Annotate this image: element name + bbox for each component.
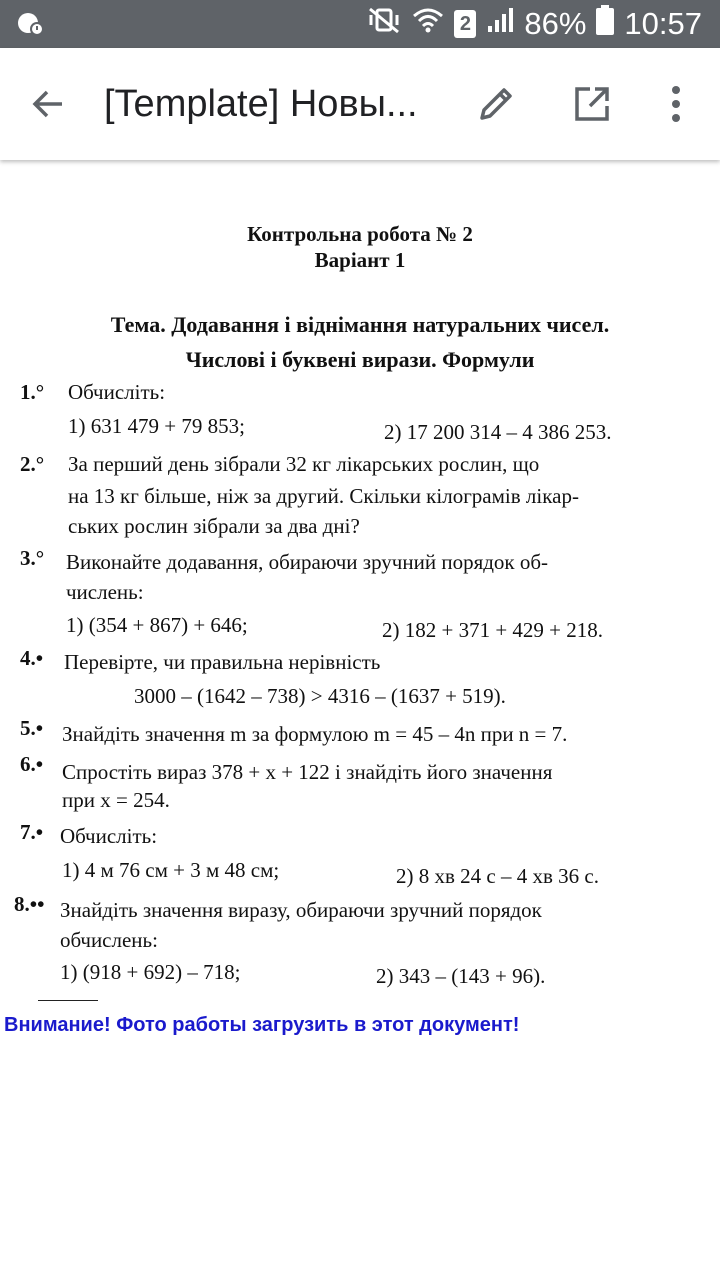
task-text: Виконайте додавання, обираючи зручний порядок об-: [66, 550, 549, 574]
task-number: 4.•: [20, 646, 44, 670]
task-part: 2) 182 + 371 + 429 + 218.: [382, 618, 604, 642]
task-text: обчислень:: [60, 928, 158, 952]
clock: 10:57: [624, 6, 702, 41]
more-options-button[interactable]: [654, 82, 698, 126]
app-toolbar: [0, 48, 720, 160]
task-number: 7.•: [20, 820, 44, 844]
task-part: 1) 631 479 + 79 853;: [68, 414, 245, 438]
task-text: при x = 254.: [62, 788, 170, 812]
wifi-icon: [412, 6, 444, 42]
task-text: Знайдіть значення m за формулою m = 45 – 4n при n = 7.: [62, 722, 568, 746]
notification-icon: [16, 10, 46, 38]
battery-icon: [596, 5, 614, 43]
task-text: Обчисліть:: [60, 824, 158, 848]
task-text: Спростіть вираз 378 + x + 122 і знайдіть його значення: [62, 760, 553, 784]
upload-notice: Внимание! Фото работы загрузить в этот документ!: [4, 1014, 520, 1036]
battery-percent: 86%: [524, 6, 587, 41]
task-part: 1) (354 + 867) + 646;: [66, 613, 248, 637]
edit-button[interactable]: [474, 82, 518, 126]
task-number: 3.°: [20, 546, 45, 570]
sim-indicator: 2: [454, 10, 476, 38]
vibrate-mute-icon: [366, 6, 402, 42]
back-arrow-icon: [30, 86, 66, 122]
worksheet-image: [0, 170, 720, 1010]
task-number: 5.•: [20, 716, 44, 740]
open-external-button[interactable]: [570, 82, 614, 126]
task-text: Знайдіть значення виразу, обираючи зручний порядок: [60, 898, 542, 922]
task-part: 2) 8 хв 24 с – 4 хв 36 с.: [396, 864, 599, 888]
status-bar: [0, 0, 720, 48]
back-button[interactable]: [26, 82, 70, 126]
task-text: ських рослин зібрали за два дні?: [68, 514, 360, 538]
inequality-expression: 3000 – (1642 – 738) > 4316 – (1637 + 519).: [134, 684, 506, 708]
task-text: Обчисліть:: [68, 380, 166, 404]
more-vert-icon: [670, 84, 682, 124]
signal-icon: [486, 6, 514, 42]
task-part: 1) (918 + 692) – 718;: [60, 960, 241, 984]
worksheet-title: Контрольна робота № 2: [247, 222, 473, 246]
task-number: 6.•: [20, 752, 44, 776]
footnote-divider: [38, 1000, 98, 1001]
task-part: 2) 343 – (143 + 96).: [376, 964, 546, 988]
task-number: 8.••: [14, 892, 45, 916]
task-part: 1) 4 м 76 см + 3 м 48 см;: [62, 858, 280, 882]
document-title: [Template] Новы...: [104, 83, 418, 125]
task-text: числень:: [66, 580, 144, 604]
task-part: 2) 17 200 314 – 4 386 253.: [384, 420, 612, 444]
topic-line-1: Тема. Додавання і віднімання натуральних чисел.: [110, 312, 610, 337]
task-text: За перший день зібрали 32 кг лікарських рослин, що: [68, 452, 540, 476]
pencil-icon: [476, 84, 516, 124]
task-text: Перевірте, чи правильна нерівність: [64, 650, 381, 674]
task-number: 1.°: [20, 380, 45, 404]
topic-line-2: Числові і буквені вирази. Формули: [185, 347, 535, 372]
task-text: на 13 кг більше, ніж за другий. Скільки кілограмів лікар-: [68, 484, 579, 508]
open-in-new-icon: [572, 84, 612, 124]
task-number: 2.°: [20, 452, 45, 476]
worksheet-variant: Варіант 1: [314, 248, 406, 272]
